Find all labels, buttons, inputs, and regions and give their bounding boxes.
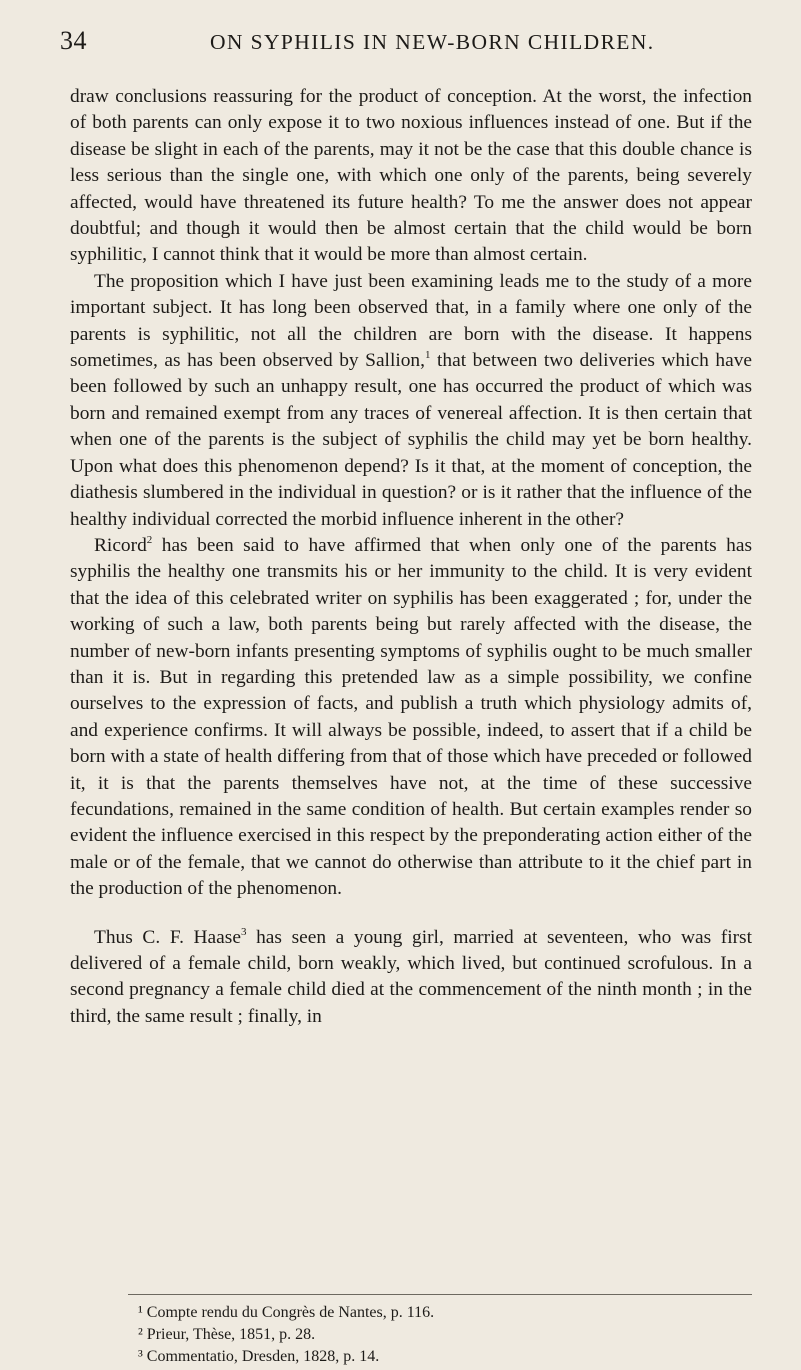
running-title: ON SYPHILIS IN NEW-BORN CHILDREN. xyxy=(210,30,655,54)
footnote-ref: 2 xyxy=(146,533,153,546)
text-segment: Ricord xyxy=(94,534,147,556)
text-segment: that between two deliveries which have been followed by such an unhappy result, one has occurred the product of which was born and remained exempt from any traces of venereal affection. It is then certain that when one of the parents is the subject of syphilis the child may yet be born healthy. Upon what does this phenomenon depend? Is it that, at the moment of conception, the diathesis slumbered in the individual in question? or is it rather that the influence of the healthy individual corrected the morbid influence inherent in the other? xyxy=(70,350,752,530)
footnote: ² Prieur, Thèse, 1851, p. 28. xyxy=(138,1326,316,1343)
body-text xyxy=(70,84,752,1030)
footnote-divider xyxy=(128,1294,752,1295)
footnote: ³ Commentatio, Dresden, 1828, p. 14. xyxy=(138,1348,380,1365)
paragraph xyxy=(70,533,752,903)
text-segment: The proposition which I have just been examining leads me to the study of a more important subject. It has long been observed that, in a family where one only of the parents is syphilitic, not all the children are born with the disease. It happens sometimes, as has been observed by Sallion, xyxy=(70,270,752,372)
footnote-ref: 1 xyxy=(424,349,431,362)
footnotes xyxy=(138,1302,738,1368)
footnote-ref: 3 xyxy=(240,925,247,938)
footnote: ¹ Compte rendu du Congrès de Nantes, p. 116. xyxy=(138,1304,435,1321)
text-segment: draw conclusions reassuring for the product of conception. At the worst, the infection of both parents can only expose it to two noxious influences instead of one. But if the disease be slight in each of the parents, may it not be the case that this double chance is less serious than the single one, with which one only of the parents, being severely affected, would have threatened its future health? To me the answer does not appear doubtful; and though it would then be almost certain that the child would be born syphilitic, I cannot think that it would be more than almost certain. xyxy=(70,86,752,266)
paragraph xyxy=(70,84,752,269)
paragraph xyxy=(70,269,752,533)
text-segment: Thus C. F. Haase xyxy=(94,926,241,948)
page-header xyxy=(60,26,750,62)
paragraph xyxy=(70,925,752,1031)
text-segment: has seen a young girl, married at seventeen, who was first delivered of a female child, born weakly, which lived, but continued scrofulous. In a second pregnancy a female child died at the commencement of the ninth month ; in the third, the same result ; finally, in xyxy=(70,926,752,1027)
page-number: 34 xyxy=(60,26,87,55)
text-segment: has been said to have affirmed that when only one of the parents has syphilis the healthy one transmits his or her immunity to the child. It is very evident that the idea of this celebrated writer on syphilis has been exaggerated ; for, under the working of such a law, both parents being but rarely affected with the disease, the number of new-born infants presenting symptoms of syphilis ought to be much smaller than it is. But in regarding this pretended law as a simple possibility, we confine ourselves to the expression of facts, and publish a truth which physiology admits of, and experience confirms. It will always be possible, indeed, to assert that if a child be born with a state of health differing from that of those which have preceded or followed it, it is that the parents themselves have not, at the time of these successive fecundations, remained in the same condition of health. But certain examples render so evident the influence exercised in this respect by the preponderating action either of the male or of the female, that we cannot do otherwise than attribute to it the chief part in the production of the phenomenon. xyxy=(70,534,752,900)
